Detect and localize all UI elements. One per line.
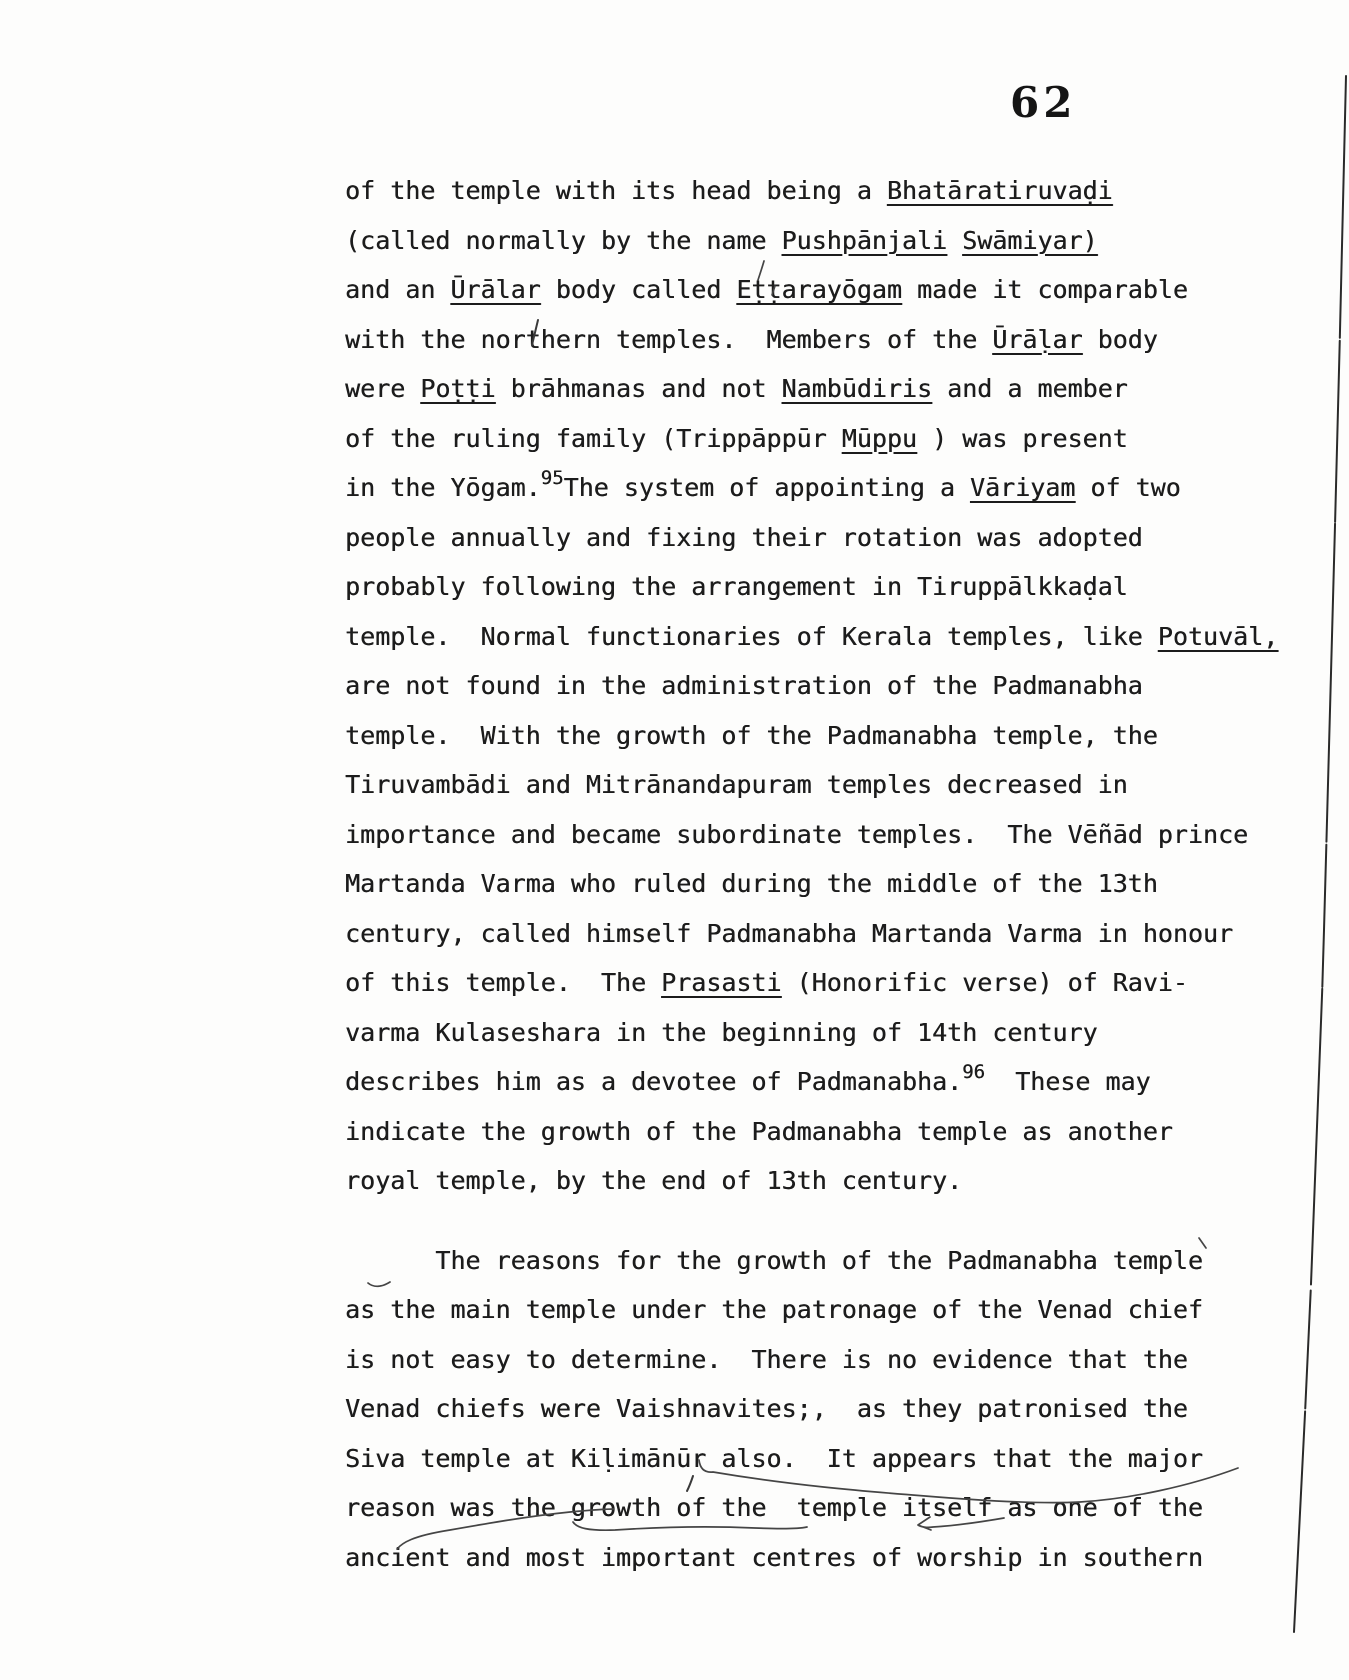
text-segment: Siva temple at Kiḷimānūr also. It appears that the major <box>345 1443 1203 1473</box>
text-line <box>345 859 1305 909</box>
text-line <box>345 1434 1305 1484</box>
underlined-term: Vāriyam <box>969 473 1076 502</box>
underlined-term: Pushpānjali <box>781 225 948 255</box>
text-line <box>345 463 1305 513</box>
text-line <box>345 1384 1305 1434</box>
text-line <box>345 612 1305 662</box>
footnote-ref: 96 <box>962 1061 985 1083</box>
text-segment: of two <box>1075 473 1181 502</box>
text-segment: Tiruvambādi and Mitrānandapuram temples decreased in <box>345 770 1128 799</box>
text-segment: as the main temple under the patronage of the Venad chief <box>345 1295 1203 1324</box>
underlined-term: Eṭṭarayōgam <box>736 275 902 304</box>
underlined-term: Prasasti <box>661 968 782 997</box>
footnote-ref: 95 <box>540 467 564 489</box>
paragraph-1 <box>345 166 1305 1206</box>
text-line <box>345 711 1305 761</box>
text-line <box>345 1107 1305 1157</box>
text-segment: of this temple. The <box>345 968 662 997</box>
text-segment: were <box>345 374 421 403</box>
underlined-term: Swāmiyar) <box>962 225 1098 255</box>
text-segment: The reasons for the growth of the Padmanabha temple <box>345 1245 1203 1275</box>
text-segment: importance and became subordinate temples. The Vēñād prince <box>345 819 1249 849</box>
text-segment: Martanda Varma who ruled during the middle of the 13th <box>345 869 1158 898</box>
text-line <box>345 513 1305 563</box>
text-segment: is not easy to determine. There is no evidence that the <box>345 1344 1188 1374</box>
underlined-term: Mūppu <box>841 423 917 453</box>
text-line <box>345 1236 1305 1286</box>
text-segment: temple. With the growth of the Padmanabha temple, the <box>345 720 1158 750</box>
text-line <box>345 661 1305 711</box>
page-number: 62 <box>1010 78 1077 127</box>
text-segment: ) was present <box>916 423 1128 453</box>
text-segment: in the Yōgam. <box>345 473 541 502</box>
text-line <box>345 364 1305 414</box>
text-line <box>345 810 1305 860</box>
text-segment <box>947 226 962 255</box>
text-line <box>345 1008 1305 1058</box>
underlined-term: Ūrāḷar <box>992 324 1083 354</box>
text-line <box>345 1057 1305 1107</box>
text-segment: reason was the growth of the temple itself as one of the <box>345 1493 1203 1522</box>
underlined-term: Poṭṭi <box>420 374 496 403</box>
text-segment: of the ruling family (Trippāppūr <box>345 423 842 453</box>
text-line <box>345 760 1305 810</box>
text-line <box>345 1335 1305 1385</box>
text-line <box>345 216 1305 266</box>
text-segment: and an <box>345 275 451 304</box>
text-segment: are not found in the administration of the Padmanabha <box>345 671 1143 700</box>
paragraph-2 <box>345 1236 1305 1583</box>
text-segment: body <box>1082 324 1158 354</box>
text-segment: made it comparable <box>901 275 1188 304</box>
text-line <box>345 315 1305 365</box>
text-line <box>345 1483 1305 1533</box>
text-line <box>345 1533 1305 1583</box>
text-line <box>345 909 1305 959</box>
text-segment: (called normally by the name <box>345 225 782 255</box>
body-text <box>345 166 1305 1582</box>
text-segment: varma Kulaseshara in the beginning of 14th century <box>345 1017 1098 1047</box>
text-segment: These may <box>985 1067 1151 1096</box>
text-segment: royal temple, by the end of 13th century. <box>345 1166 963 1195</box>
text-segment: describes him as a devotee of Padmanabha. <box>345 1067 963 1096</box>
text-line <box>345 1285 1305 1335</box>
text-segment: with the northern temples. Members of the <box>345 324 993 354</box>
text-segment: (Honorific verse) of Ravi- <box>781 968 1188 997</box>
text-line <box>345 562 1305 612</box>
underlined-term: Nambūdiris <box>781 374 933 403</box>
underlined-term: Bhatāratiruvaḍi <box>886 176 1113 205</box>
text-line <box>345 1156 1305 1206</box>
text-segment: and a member <box>932 374 1128 403</box>
text-segment: body called <box>540 275 737 304</box>
text-line <box>345 265 1305 315</box>
text-segment: ancient and most important centres of worship in southern <box>345 1542 1203 1572</box>
text-segment: people annually and fixing their rotation was adopted <box>345 522 1143 552</box>
text-segment: The system of appointing a <box>563 473 970 502</box>
text-line <box>345 414 1305 464</box>
text-segment: probably following the arrangement in Tiruppālkkaḍal <box>345 572 1128 601</box>
text-segment: century, called himself Padmanabha Martanda Varma in honour <box>345 918 1234 948</box>
text-line <box>345 166 1305 216</box>
text-segment: of the temple with its head being a <box>345 176 887 205</box>
text-segment: brāhmanas and not <box>495 374 782 403</box>
text-line <box>345 958 1305 1008</box>
underlined-term: Ūrālar <box>450 275 541 304</box>
underlined-term: Potuvāl, <box>1157 621 1279 651</box>
text-segment: temple. Normal functionaries of Kerala temples, like <box>345 621 1158 651</box>
text-segment: Venad chiefs were Vaishnavites;, as they patronised the <box>345 1394 1188 1423</box>
text-segment: indicate the growth of the Padmanabha temple as another <box>345 1116 1173 1146</box>
